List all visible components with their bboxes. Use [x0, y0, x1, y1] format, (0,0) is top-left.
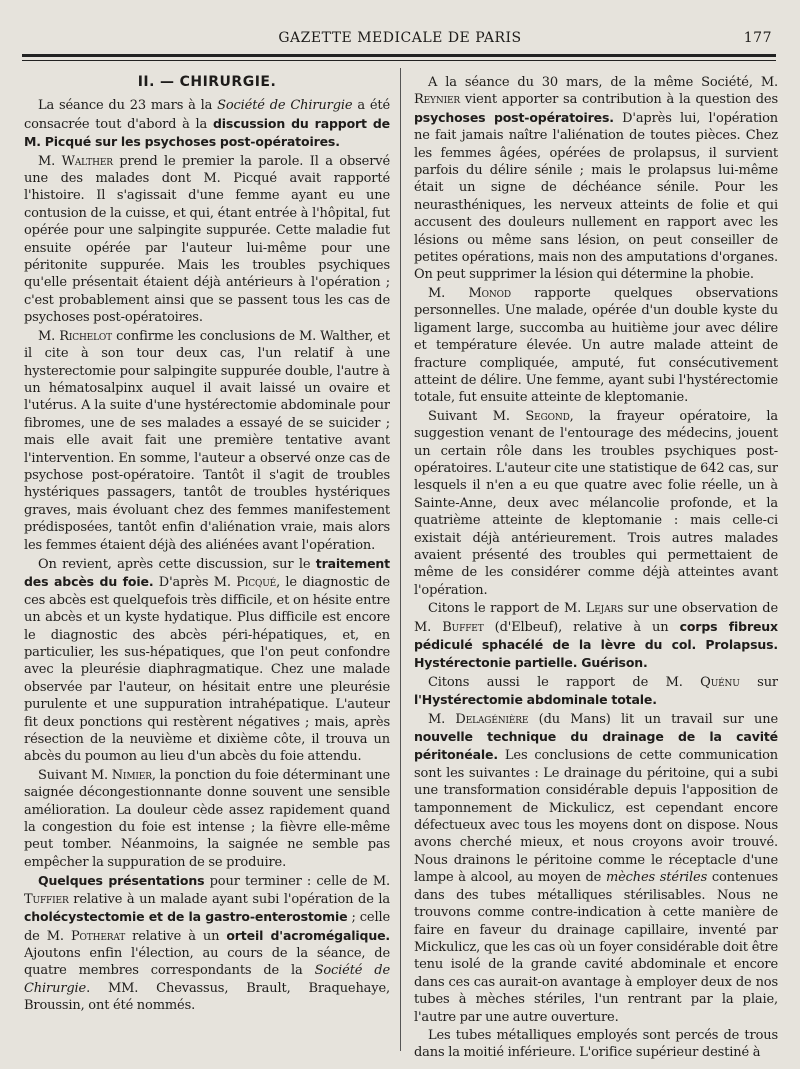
journal-title: GAZETTE MEDICALE DE PARIS [278, 30, 522, 46]
left-column [24, 74, 390, 1059]
paragraph: Quelques présentations pour terminer : celle de M. Tuffier relative à un malade ayant subi l'opération de la cholécystectomie et de la gastro-enterostomie ; celle de M. Potherat relative à un orteil d'acromégalique. Ajoutons enfin l'élection, au cours de la séance, de quatre membres correspondants de la Société de Chirurgie. MM. Chevassus, Brault, Braquehaye, Broussin, ont été nommés. [24, 873, 390, 1014]
page-header [24, 30, 776, 52]
paragraph: M. Walther prend le premier la parole. Il a observé une des malades dont M. Picqué avait rapporté l'histoire. Il s'agissait d'une femme ayant eu une contusion de la cuisse, et qui, étant entrée à l'hôpital, fut opérée pour une salpingite suppurée. Cette maladie fut ensuite opérée par l'auteur lui-même pour une péritonite suppurée. Mais les troubles psychiques qu'elle présentait étaient déjà antérieurs à l'opération ; c'est probablement ainsi que se passent tous les cas de psychoses post-opératoires. [24, 153, 390, 326]
paragraph: On revient, après cette discussion, sur le traitement des abcès du foie. D'après M. Picqué, le diagnostic de ces abcès est quelquefois très difficile, et on hésite entre un abcès et un kyste hydatique. Plus difficile est encore le diagnostic des abcès péri-hépatiques, et, en particulier, les sus-hépatiques, que l'on peut confondre avec la pleurésie diaphragmatique. Chez une malade observée par l'auteur, on hésitait entre une pleurésie purulente et une suppuration intrahépatique. L'auteur fit deux ponctions qui restèrent négatives ; mais, après résection de la neuvième et dixième côte, il trouva un abcès du poumon au lieu d'un abcès du foie attendu. [24, 555, 390, 765]
paragraph: Citons le rapport de M. Lejars sur une observation de M. Buffet (d'Elbeuf), relative à un corps fibreux pédiculé sphacélé de la lèvre du col. Prolapsus. Hystérectonie partielle. Guérison. [414, 601, 778, 671]
header-rule-thick [22, 54, 776, 57]
paragraph: Citons aussi le rapport de M. Quénu sur l'Hystérectomie abdominale totale. [414, 674, 778, 708]
section-title: II. — CHIRURGIE. [137, 74, 277, 90]
paragraph: Les tubes métalliques employés sont percés de trous dans la moitié inférieure. L'orifice supérieur destiné à [414, 1027, 778, 1059]
paragraph: Suivant M. Segond, la frayeur opératoire, la suggestion venant de l'entourage des médecins, jouent un certain rôle dans les troubles psychiques post-opératoires. L'auteur cite une statistique de 642 cas, sur lesquels il n'en a eu que quatre avec folie réelle, un à Sainte-Anne, deux avec mélancolie profonde, et la quatrième atteinte de kleptomanie : mais celle-ci existait déjà antérieurement. Trois autres malades avaient présenté des troubles qui permettaient de même de les considérer comme déjà atteintes avant l'opération. [414, 408, 778, 598]
right-column [414, 74, 778, 1059]
paragraph: M. Monod rapporte quelques observations personnelles. Une malade, opérée d'un double kyste du ligament large, succomba au huitième jour avec délire et température élevée. Un autre malade atteint de fracture compliquée, amputé, fut consécutivement atteint de délire. Une femme, ayant subi l'hystérectomie totale, fut ensuite atteinte de kleptomanie. [414, 285, 778, 406]
paragraph: M. Delagénière (du Mans) lit un travail sur une nouvelle technique du drainage de la cavité péritonéale. Les conclusions de cette communication sont les suivantes : Le drainage du péritoine, qui a subi une transformation considérable depuis l'apposition de tamponnement de Mickulicz, est cependant encore défectueux avec tous les moyens dont on dispose. Nous avons cherché mieux, et nous croyons avoir trouvé. Nous drainons le péritoine comme le réceptacle d'une lampe à alcool, au moyen de mèches stériles contenues dans des tubes métalliques stérilisables. Nous ne trouvons comme contre-indication à cette manière de faire en faveur du drainage capillaire, inventé par Mickulicz, que les cas où un foyer considérable doit être tenu isolé de la grande cavité abdominale et encore dans ces cas aurait-on avantage à employer deux de nos tubes à mèches stériles, l'un rentrant par la plaie, l'autre par une autre ouverture. [414, 711, 778, 1025]
paragraph: Suivant M. Nimier, la ponction du foie déterminant une saignée décongestionnante donne souvent une sensible amélioration. La douleur cède assez rapidement quand la congestion du foie est intense ; la fièvre elle-même peut tomber. Néanmoins, la saignée ne semble pas empêcher la suppuration de se produire. [24, 767, 390, 870]
paragraph: A la séance du 30 mars, de la même Société, M. Reynier vient apporter sa contribution à la question des psychoses post-opératoires. D'après lui, l'opération ne fait jamais naître l'aliénation de toutes pièces. Chez les femmes âgées, opérées de prolapsus, il survient parfois du délire sénile ; mais le prolapsus lui-même était un signe de déchéance sénile. Pour les neurasthéniques, les nerveux atteints de folie et qui accusent des douleurs nullement en rapport avec les lésions ou même sans lésion, on peut conseiller de petites opérations, mais non des amputations d'organes. On peut supprimer la lésion qui détermine la phobie. [414, 75, 778, 283]
paragraph: M. Richelot confirme les conclusions de M. Walther, et il cite à son tour deux cas, l'un relatif à une hysterectomie pour salpingite suppurée double, l'autre à un hématosalpinx auquel il avait laissé un ovaire et l'utérus. A la suite d'une hystérectomie abdominale pour fibromes, une de ses malades a essayé de se suicider ; mais elle avait fait une première tentative avant l'intervention. En somme, l'auteur a observé onze cas de psychose post-opératoire. Tantôt il s'agit de troubles hystériques passagers, tantôt de troubles hystériques graves, mais évoluant chez des femmes manifestement prédisposées, tantôt enfin d'aliénation vraie, mais alors les femmes étaient déjà des aliénées avant l'opération. [24, 328, 390, 553]
column-divider [400, 68, 401, 1051]
header-rule-thin [22, 60, 776, 61]
paragraph: La séance du 23 mars à la Société de Chirurgie a été consacrée tout d'abord à la discussion du rapport de M. Picqué sur les psychoses post-opératoires. [24, 98, 390, 150]
page-number: 177 [743, 30, 772, 46]
